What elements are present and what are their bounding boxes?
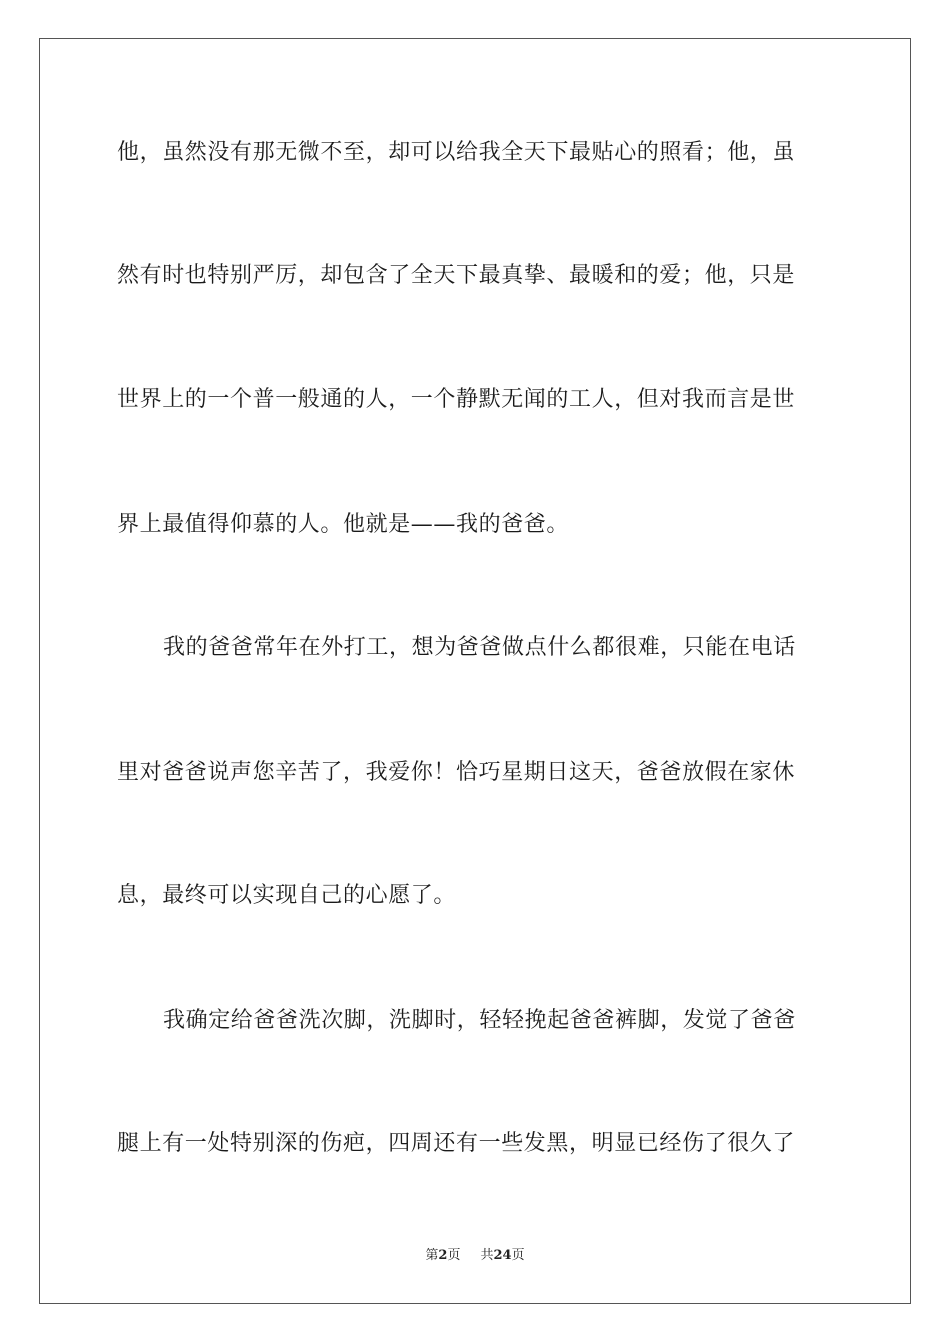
text-line: 里对爸爸说声您辛苦了，我爱你！恰巧星期日这天，爸爸放假在家休 <box>117 760 796 785</box>
page-border <box>39 38 911 1304</box>
text-line: 腿上有一处特别深的伤疤，四周还有一些发黑，明显已经伤了很久了 <box>117 1131 796 1156</box>
text-line: 我的爸爸常年在外打工，想为爸爸做点什么都很难，只能在电话 <box>163 635 796 660</box>
total-suffix: 页 <box>511 1248 525 1263</box>
text-line: 我确定给爸爸洗次脚，洗脚时，轻轻挽起爸爸裤脚，发觉了爸爸 <box>163 1008 796 1033</box>
total-pages: 24 <box>493 1248 512 1263</box>
text-line: 世界上的一个普一般通的人，一个静默无闻的工人，但对我而言是世 <box>117 387 796 412</box>
total-prefix: 共 <box>480 1248 494 1263</box>
text-line: 息，最终可以实现自己的心愿了。 <box>117 883 457 908</box>
text-line: 界上最值得仰慕的人。他就是——我的爸爸。 <box>117 512 570 537</box>
page-footer <box>0 1247 950 1265</box>
text-line: 然有时也特别严厉，却包含了全天下最真挚、最暖和的爱；他，只是 <box>117 263 796 288</box>
text-line: 他，虽然没有那无微不至，却可以给我全天下最贴心的照看；他，虽 <box>117 140 796 165</box>
page-number: 2 <box>438 1248 448 1263</box>
page-prefix: 第 <box>425 1248 439 1263</box>
page-suffix: 页 <box>447 1248 461 1263</box>
